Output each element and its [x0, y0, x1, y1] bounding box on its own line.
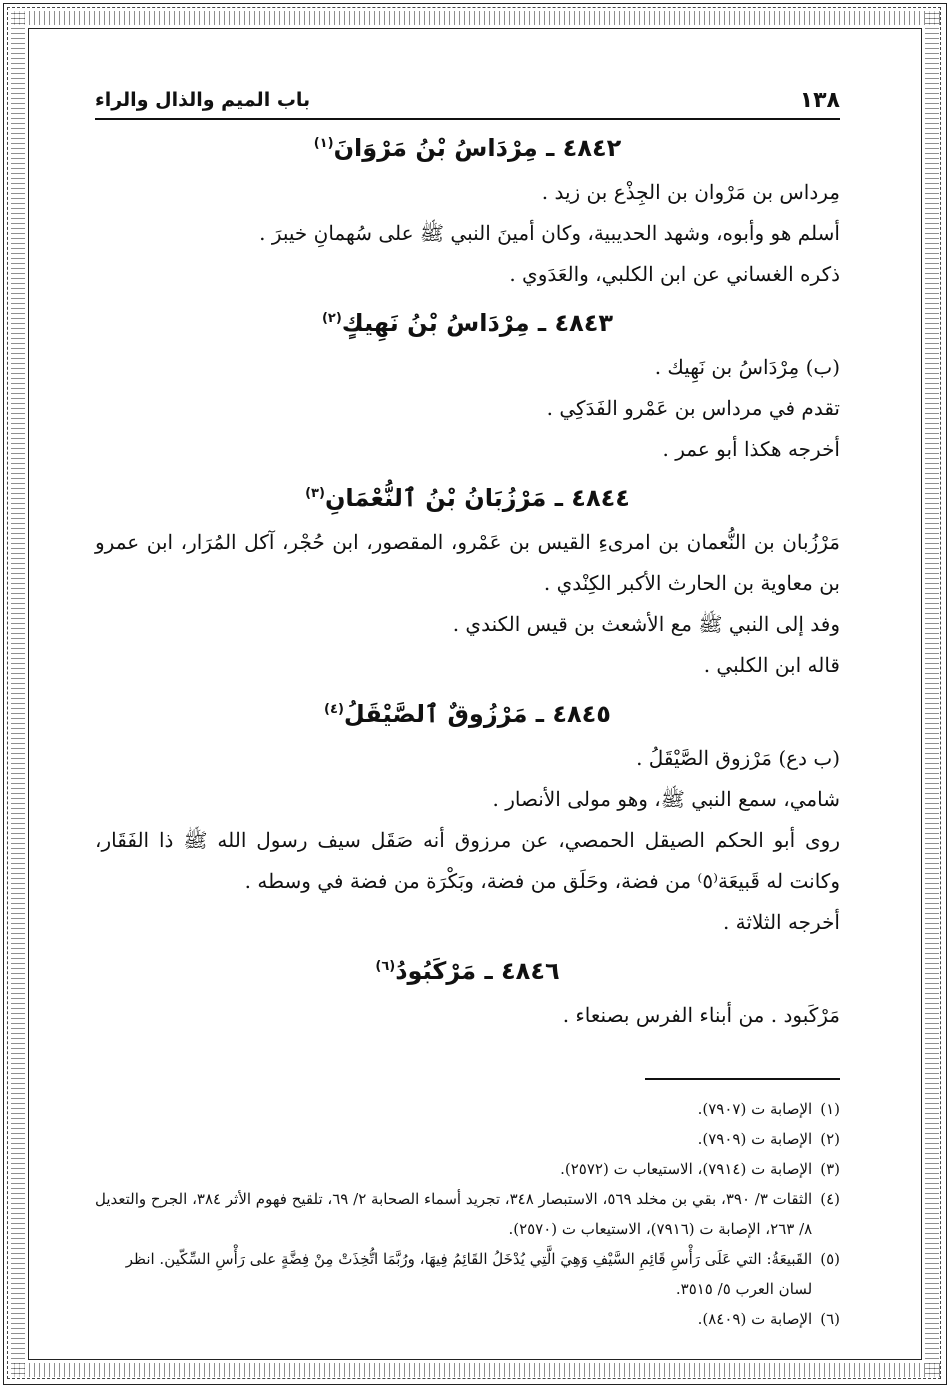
footnote — [95, 1124, 840, 1154]
footnote-mark: (٦) — [820, 1310, 840, 1328]
entry-4842 — [95, 134, 840, 295]
footnote-mark: (٤) — [820, 1190, 840, 1208]
entry-paragraph: أخرجه هكذا أبو عمر . — [662, 437, 840, 461]
entry-paragraph: مَرْزُبان بن النُّعمان بن امرىءِ القيس بن عَمْرو، المقصور، ابن حُجْر، آكل المُرَار، ابن عمرو بن معاوية بن الحارث الأكبر الكِنْدي . — [95, 530, 840, 595]
entry-paragraph: تقدم في مرداس بن عَمْرو الفَدَكِي . — [546, 396, 840, 420]
entry-paragraph: قاله ابن الكلبي . — [703, 653, 840, 677]
footnote-ref[interactable]: (٢) — [321, 311, 342, 326]
entry-paragraph: مَرْكَبود . من أبناء الفرس بصنعاء . — [562, 1003, 840, 1027]
footnote-divider — [645, 1078, 840, 1080]
footnote-mark: (٥) — [820, 1250, 840, 1268]
footnote-text: الإصابة ت (٧٩٠٩). — [697, 1130, 813, 1148]
entry-paragraph: وفد إلى النبي ﷺ مع الأشعث بن قيس الكندي . — [452, 612, 840, 636]
footnote — [95, 1094, 840, 1124]
footnote-text: الإصابة ت (٧٩٠٧). — [697, 1100, 813, 1118]
footnote-text: الإصابة ت (٧٩١٤)، الاستيعاب ت (٢٥٧٢). — [560, 1160, 813, 1178]
footnotes — [95, 1094, 840, 1334]
footnote-mark: (١) — [820, 1100, 840, 1118]
footnote — [95, 1244, 840, 1304]
entry-paragraph: (ب دع) مَرْزوق الصَّيْقَلُ . — [636, 746, 840, 770]
entry-4844 — [95, 484, 840, 686]
entry-4845 — [95, 700, 840, 943]
entry-paragraph: ذكره الغساني عن ابن الكلبي، والعَدَوي . — [509, 262, 840, 286]
footnote-mark: (٢) — [820, 1130, 840, 1148]
footnote-text: القَبيعَةُ: التي عَلَى رَأْسِ قَائِمِ السَّيْفِ وَهِيَ الَّتِي يُدْخَلُ القَائِمُ فِيهَا، ورُبَّمَا اتُّخِذَتْ مِنْ فِضَّةٍ على رَأْسِ السِّكّين. انظر لسان العرب ٥/ ٣٥١٥. — [125, 1250, 813, 1298]
entry-4843 — [95, 309, 840, 470]
entry-paragraph: مِرداس بن مَرْوان بن الجِذْع بن زيد . — [541, 180, 840, 204]
entry-paragraph: (ب) مِرْدَاسُ بن نَهِيك . — [654, 355, 840, 379]
entry-heading: ٤٨٤٤ ـ مَرْزُبَانُ بْنُ ٱلنُّعْمَانِ$^{(٣)}$ — [305, 484, 630, 512]
entry-heading: ٤٨٤٦ ـ مَرْكَبُودُ$^{(٦)}$ — [375, 957, 560, 985]
entry-paragraph: روى أبو الحكم الصيقل الحمصي، عن مرزوق أنه صَقَل سيف رسول الله ﷺ ذا الفَقَار، وكانت له قَبيعَة⁽٥⁾ من فضة، وحَلَق من فضة، وبَكْرَة من فضة في وسطه . — [95, 828, 840, 893]
footnote-ref[interactable]: (٦) — [375, 959, 396, 974]
entry-heading: ٤٨٤٣ ـ مِرْدَاسُ بْنُ نَهِيكٍ$^{(٢)}$ — [321, 309, 614, 337]
page-content — [95, 82, 840, 1334]
footnote-mark: (٣) — [820, 1160, 840, 1178]
entry-4846 — [95, 957, 840, 1036]
entry-heading: ٤٨٤٥ ـ مَرْزُوقٌ ٱلصَّيْقَلُ$^{(٤)}$ — [324, 700, 611, 728]
footnote-text: الإصابة ت (٨٤٠٩). — [697, 1310, 813, 1328]
entry-heading: ٤٨٤٢ ـ مِرْدَاسُ بْنُ مَرْوَانَ$^{(١)}$ — [313, 134, 622, 162]
footnote — [95, 1154, 840, 1184]
footnote-ref[interactable]: (١) — [313, 136, 334, 151]
footnote — [95, 1184, 840, 1244]
entry-paragraph: شامي، سمع النبي ﷺ، وهو مولى الأنصار . — [492, 787, 840, 811]
chapter-title: باب الميم والذال والراء — [95, 89, 311, 111]
footnote — [95, 1304, 840, 1334]
running-header — [95, 82, 840, 120]
footnote-ref[interactable]: (٤) — [324, 702, 344, 717]
entry-paragraph: أسلم هو وأبوه، وشهد الحديبية، وكان أمينَ النبي ﷺ على سُهمانِ خيبرَ . — [259, 221, 840, 245]
footnote-text: الثقات ٣/ ٣٩٠، بقي بن مخلد ٥٦٩، الاستبصار ٣٤٨، تجريد أسماء الصحابة ٢/ ٦٩، تلقيح فهوم الأثر ٣٨٤، الجرح والتعديل ٨/ ٢٦٣، الإصابة ت (٧٩١٦)، الاستيعاب ت (٢٥٧٠). — [95, 1190, 813, 1238]
footnote-ref[interactable]: (٣) — [305, 486, 325, 501]
entry-paragraph: أخرجه الثلاثة . — [722, 910, 840, 934]
page-number: ١٣٨ — [799, 87, 840, 113]
